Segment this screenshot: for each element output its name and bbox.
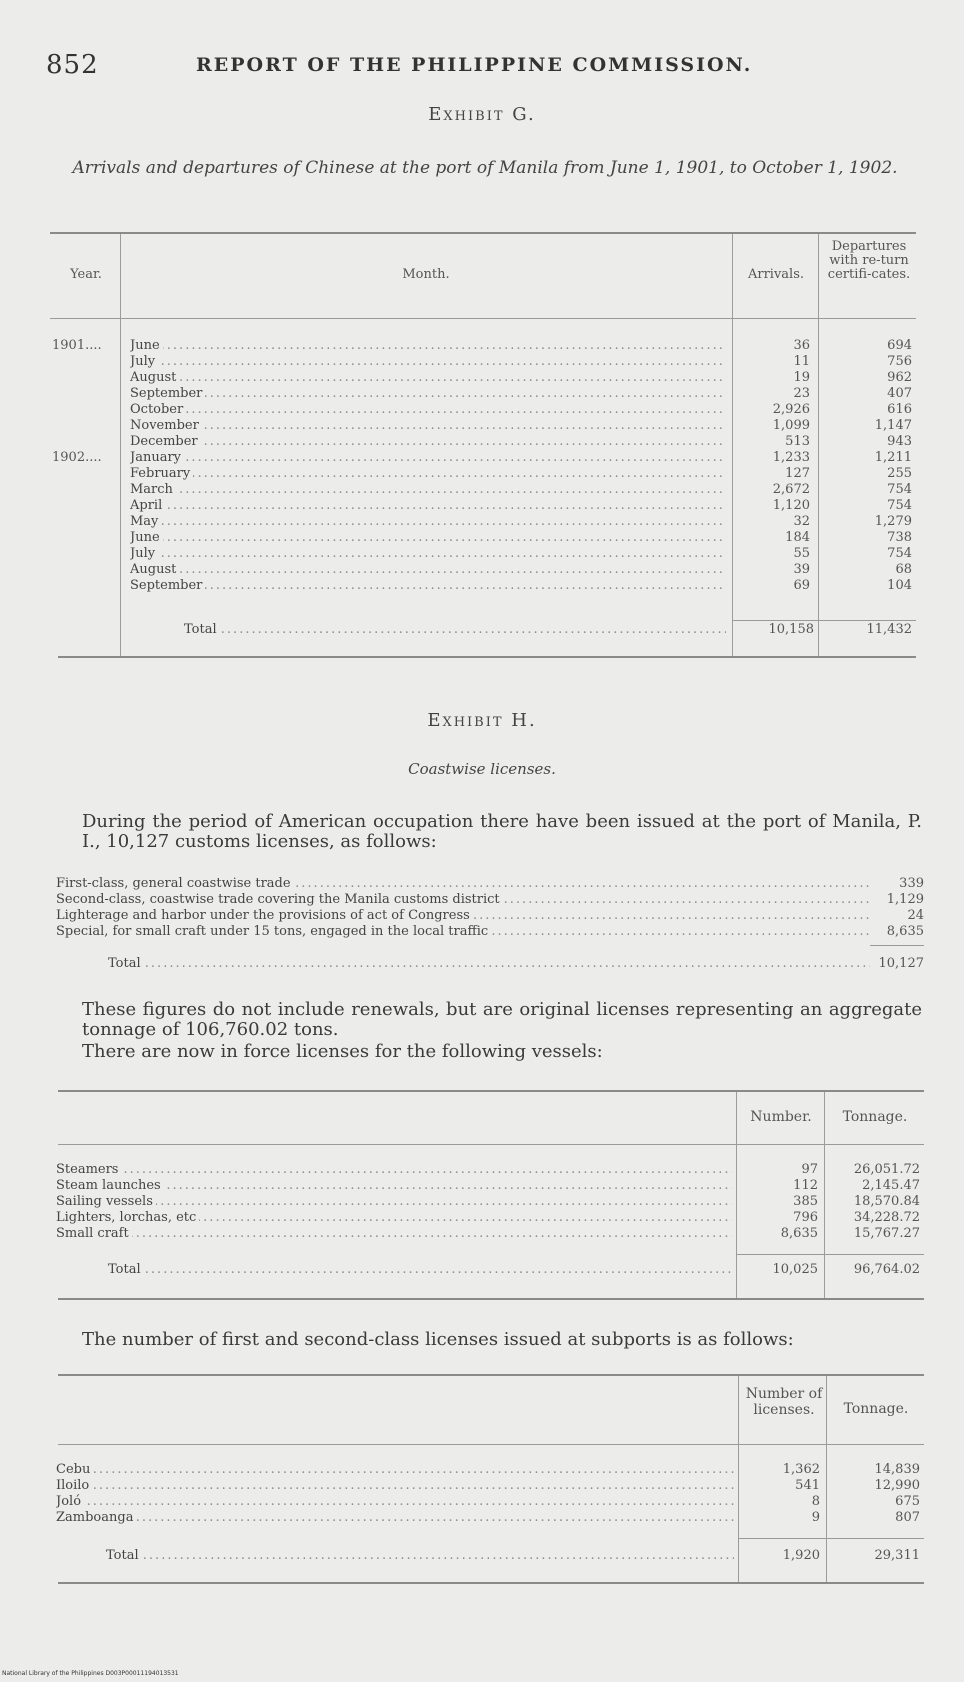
arrivals-cell: 39 — [793, 562, 810, 577]
subport-label: Cebu ..... — [56, 1462, 734, 1478]
month-cell: July ..... — [130, 354, 726, 370]
license-label: First-class, general coastwise trade ..... — [56, 876, 870, 892]
column-header-month: Month. — [402, 267, 450, 282]
renewals-paragraph: These figures do not include renewals, but are original licenses representing an aggregate tonnage of 106,760.02 tons. — [82, 999, 922, 1040]
arrivals-cell: 1,233 — [772, 450, 810, 465]
subport-label: Zamboanga ..... — [56, 1510, 734, 1526]
departures-cell: 754 — [887, 546, 912, 561]
month-cell: August ..... — [130, 562, 726, 578]
licenses-total: 10,127 — [878, 956, 924, 971]
month-cell: June ..... — [130, 338, 726, 354]
vessel-tonnage: 34,228.72 — [853, 1210, 920, 1225]
month-cell: March ..... — [130, 482, 726, 498]
exhibit-g-title: Exhibit G. — [428, 104, 536, 125]
departures-cell: 104 — [887, 578, 912, 593]
total-label: Total ..... — [108, 956, 870, 972]
column-header-number: Number. — [750, 1109, 812, 1125]
arrivals-cell: 1,099 — [772, 418, 810, 433]
departures-cell: 943 — [887, 434, 912, 449]
month-cell: January ..... — [130, 450, 726, 466]
vessel-label: Lighters, lorchas, etc ..... — [56, 1210, 732, 1226]
exhibit-h-subtitle: Coastwise licenses. — [408, 760, 556, 778]
subport-tonnage: 675 — [895, 1494, 920, 1509]
total-label: Total ..... — [184, 622, 726, 638]
license-value: 1,129 — [886, 892, 924, 907]
scan-footer: National Library of the Philippines D003P00011194013531 — [2, 1670, 179, 1677]
total-label: Total ..... — [108, 1262, 732, 1278]
vessel-tonnage: 2,145.47 — [862, 1178, 920, 1193]
license-label: Lighterage and harbor under the provisions of act of Congress ..... — [56, 908, 870, 924]
vessel-tonnage: 15,767.27 — [853, 1226, 920, 1241]
arrivals-cell: 127 — [785, 466, 810, 481]
exhibit-g-caption: Arrivals and departures of Chinese at the port of Manila from June 1, 1901, to October 1, 1902. — [72, 158, 898, 178]
vessels-total-number: 10,025 — [772, 1262, 818, 1277]
arrivals-cell: 36 — [793, 338, 810, 353]
license-value: 8,635 — [886, 924, 924, 939]
column-header-departures: Departures with re-turn certifi-cates. — [827, 239, 911, 282]
license-value: 24 — [907, 908, 924, 923]
arrivals-cell: 513 — [785, 434, 810, 449]
vessel-number: 8,635 — [780, 1226, 818, 1241]
month-cell: October ..... — [130, 402, 726, 418]
subport-label: Iloilo ..... — [56, 1478, 734, 1494]
vessel-number: 796 — [793, 1210, 818, 1225]
total-arrivals: 10,158 — [768, 622, 814, 637]
year-cell: 1901.... — [52, 338, 102, 353]
intro-paragraph: During the period of American occupation there have been issued at the port of Manila, P. I., 10,127 customs licenses, as follows: — [82, 811, 922, 852]
vessels-intro-paragraph: There are now in force licenses for the following vessels: — [82, 1041, 603, 1062]
vessels-total-tonnage: 96,764.02 — [853, 1262, 920, 1277]
page-header — [46, 50, 918, 80]
departures-cell: 694 — [887, 338, 912, 353]
vessel-number: 385 — [793, 1194, 818, 1209]
subport-number: 1,362 — [782, 1462, 820, 1477]
month-cell: April ..... — [130, 498, 726, 514]
vessel-label: Sailing vessels ..... — [56, 1194, 732, 1210]
running-title: REPORT OF THE PHILIPPINE COMMISSION. — [196, 54, 753, 76]
arrivals-cell: 2,672 — [772, 482, 810, 497]
vessel-number: 112 — [793, 1178, 818, 1193]
arrivals-cell: 11 — [793, 354, 810, 369]
column-header-year: Year. — [70, 267, 102, 282]
vessel-tonnage: 18,570.84 — [853, 1194, 920, 1209]
arrivals-cell: 55 — [793, 546, 810, 561]
subports-total-number: 1,920 — [782, 1548, 820, 1563]
license-label: Special, for small craft under 15 tons, engaged in the local traffic ..... — [56, 924, 870, 940]
subports-total-tonnage: 29,311 — [874, 1548, 920, 1563]
departures-cell: 1,279 — [874, 514, 912, 529]
departures-cell: 407 — [887, 386, 912, 401]
column-header-tonnage: Tonnage. — [843, 1401, 909, 1417]
arrivals-cell: 23 — [793, 386, 810, 401]
arrivals-cell: 32 — [793, 514, 810, 529]
license-value: 339 — [899, 876, 924, 891]
vessel-label: Steamers ..... — [56, 1162, 732, 1178]
departures-cell: 255 — [887, 466, 912, 481]
departures-cell: 738 — [887, 530, 912, 545]
subport-tonnage: 12,990 — [874, 1478, 920, 1493]
departures-cell: 68 — [895, 562, 912, 577]
vessel-label: Steam launches ..... — [56, 1178, 732, 1194]
subport-number: 9 — [811, 1510, 820, 1525]
subport-number: 541 — [795, 1478, 820, 1493]
page-number: 852 — [46, 50, 99, 80]
vessel-tonnage: 26,051.72 — [853, 1162, 920, 1177]
subport-tonnage: 14,839 — [874, 1462, 920, 1477]
total-departures: 11,432 — [866, 622, 912, 637]
month-cell: November ..... — [130, 418, 726, 434]
year-cell: 1902.... — [52, 450, 102, 465]
exhibit-h-title: Exhibit H. — [427, 710, 537, 731]
month-cell: June ..... — [130, 530, 726, 546]
departures-cell: 754 — [887, 482, 912, 497]
subport-label: Joló ..... — [56, 1494, 734, 1510]
departures-cell: 1,211 — [874, 450, 912, 465]
vessel-label: Small craft ..... — [56, 1226, 732, 1242]
month-cell: September ..... — [130, 578, 726, 594]
subports-intro-paragraph: The number of first and second-class licenses issued at subports is as follows: — [82, 1329, 794, 1350]
arrivals-cell: 1,120 — [772, 498, 810, 513]
arrivals-cell: 19 — [793, 370, 810, 385]
month-cell: May ..... — [130, 514, 726, 530]
departures-cell: 616 — [887, 402, 912, 417]
departures-cell: 754 — [887, 498, 912, 513]
column-header-arrivals: Arrivals. — [747, 267, 805, 282]
month-cell: September ..... — [130, 386, 726, 402]
departures-cell: 962 — [887, 370, 912, 385]
column-header-tonnage: Tonnage. — [842, 1109, 908, 1125]
month-cell: December ..... — [130, 434, 726, 450]
vessel-number: 97 — [801, 1162, 818, 1177]
departures-cell: 1,147 — [874, 418, 912, 433]
column-header-number-of-licenses: Number of licenses. — [745, 1386, 823, 1418]
month-cell: August ..... — [130, 370, 726, 386]
subport-number: 8 — [811, 1494, 820, 1509]
month-cell: July ..... — [130, 546, 726, 562]
month-cell: February ..... — [130, 466, 726, 482]
arrivals-cell: 184 — [785, 530, 810, 545]
arrivals-cell: 69 — [793, 578, 810, 593]
arrivals-cell: 2,926 — [772, 402, 810, 417]
total-label: Total ..... — [106, 1548, 734, 1564]
license-label: Second-class, coastwise trade covering the Manila customs district ..... — [56, 892, 870, 908]
subport-tonnage: 807 — [895, 1510, 920, 1525]
departures-cell: 756 — [887, 354, 912, 369]
